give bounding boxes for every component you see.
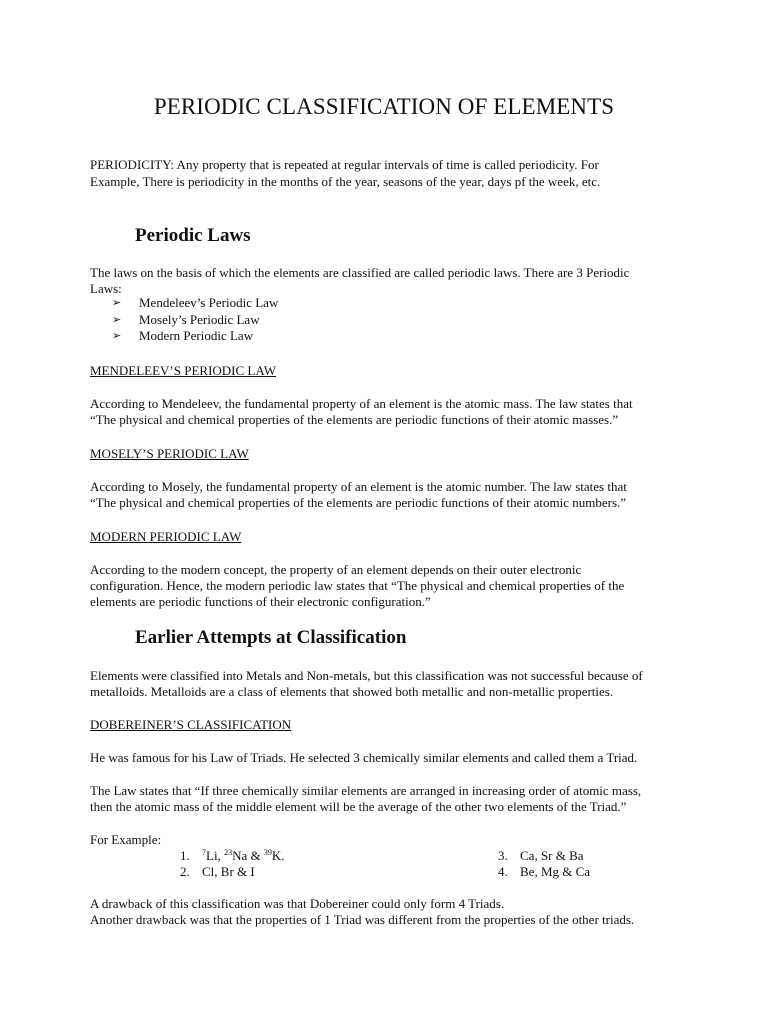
- periodic-laws-intro-1: The laws on the basis of which the elements are classified are called periodic laws. There are 3 Periodic: [90, 265, 630, 280]
- for-example-label: For Example:: [90, 832, 162, 847]
- mosely-line-1: According to Mosely, the fundamental property of an element is the atomic number. The law states that: [90, 479, 627, 494]
- dobereiner-law-line-2: then the atomic mass of the middle element will be the average of the other two elements of the Triad.”: [90, 799, 627, 814]
- arrowhead-bullet-icon: ➢: [112, 330, 122, 342]
- drawback-2: Another drawback was that the properties of 1 Triad was different from the properties of the other triads.: [90, 912, 635, 927]
- list-item: ➢ Mosely’s Periodic Law: [112, 311, 260, 327]
- list-item: ➢ Mendeleev’s Periodic Law: [112, 295, 279, 310]
- list-item: ➢ Modern Periodic Law: [112, 328, 254, 343]
- modern-heading: MODERN PERIODIC LAW: [90, 529, 242, 544]
- triad-example-4: 4. Be, Mg & Ca: [498, 864, 591, 879]
- arrowhead-bullet-icon: ➢: [112, 313, 122, 326]
- periodic-laws-list: [112, 295, 278, 345]
- drawback-1: A drawback of this classification was that Dobereiner could only form 4 Triads.: [90, 896, 505, 911]
- modern-line-3: elements are periodic functions of their electronic configuration.”: [90, 594, 431, 609]
- periodicity-line-1: PERIODICITY: Any property that is repeated at regular intervals of time is called periodicity. For: [90, 157, 599, 172]
- modern-line-2: configuration. Hence, the modern periodic law states that “The physical and chemical properties of the: [90, 578, 625, 593]
- mendeleev-heading: MENDELEEV’S PERIODIC LAW: [90, 363, 276, 378]
- mosely-heading: MOSELY’S PERIODIC LAW: [90, 446, 249, 461]
- dobereiner-law-line-1: The Law states that “If three chemically similar elements are arranged in increasing order of atomic mass,: [90, 783, 642, 798]
- earlier-line-2: metalloids. Metalloids are a class of elements that showed both metallic and non-metallic properties.: [90, 684, 614, 699]
- periodic-laws-intro-2: Laws:: [90, 281, 122, 296]
- mosely-line-2: “The physical and chemical properties of the elements are periodic functions of their atomic numbers.”: [90, 495, 627, 510]
- modern-line-1: According to the modern concept, the property of an element depends on their outer electronic: [90, 562, 582, 577]
- mendeleev-line-1: According to Mendeleev, the fundamental property of an element is the atomic mass. The law states that: [90, 396, 633, 411]
- earlier-line-1: Elements were classified into Metals and Non-metals, but this classification was not successful because of: [90, 668, 643, 683]
- earlier-attempts-heading: Earlier Attempts at Classification: [135, 627, 407, 648]
- dobereiner-heading: DOBEREINER’S CLASSIFICATION: [90, 717, 292, 732]
- mendeleev-line-2: “The physical and chemical properties of the elements are periodic functions of their atomic masses.”: [90, 412, 619, 427]
- triad-example-1: 1. $^7$Li, $^{23}$Na & $^{39}$K.: [180, 848, 285, 863]
- arrowhead-bullet-icon: ➢: [112, 297, 122, 309]
- dobereiner-para-1: He was famous for his Law of Triads. He selected 3 chemically similar elements and called them a Triad.: [90, 750, 638, 765]
- triad-example-2: 2. Cl, Br & I: [180, 864, 255, 879]
- triad-example-3: 3. Ca, Sr & Ba: [498, 848, 584, 863]
- periodic-laws-heading: Periodic Laws: [135, 225, 251, 246]
- periodicity-line-2: Example, There is periodicity in the months of the year, seasons of the year, days pf the week, etc.: [90, 174, 601, 189]
- page-title: PERIODIC CLASSIFICATION OF ELEMENTS: [153, 94, 615, 119]
